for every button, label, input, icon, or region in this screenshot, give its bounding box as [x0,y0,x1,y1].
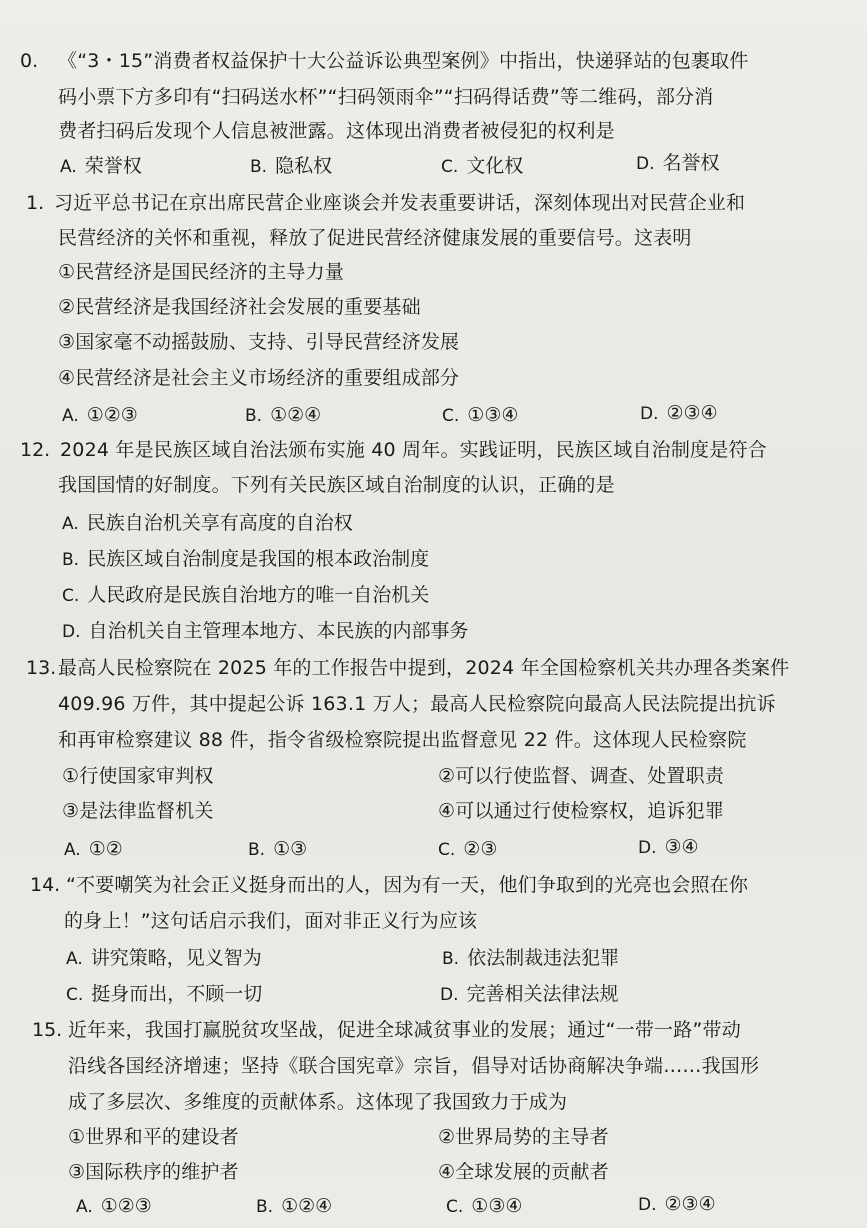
option-d: D. ③④ [638,836,699,858]
option-b: B. 依法制裁违法犯罪 [442,947,620,969]
statement-3: ③国际秩序的维护者 [68,1161,239,1183]
question-number: 12. [20,439,51,461]
question-stem-line: 沿线各国经济增速；坚持《联合国宪章》宗旨，倡导对话协商解决争端……我国形 [68,1055,760,1077]
question-number: 14. [30,874,61,896]
option-b: B. 民族区域自治制度是我国的根本政治制度 [62,548,430,570]
option-d: D. ②③④ [640,402,718,424]
option-d: D. 自治机关自主管理本地方、本民族的内部事务 [62,620,469,642]
option-d: D. ②③④ [638,1193,716,1215]
option-c: C. ②③ [438,838,498,860]
question-stem-line: 成了多层次、多维度的贡献体系。这体现了我国致力于成为 [68,1091,568,1113]
option-a: A. ①②③ [62,404,138,426]
option-c: C. ①③④ [446,1195,523,1217]
statement-1: ①民营经济是国民经济的主导力量 [58,261,345,283]
question-stem-line: 近年来，我国打赢脱贫攻坚战，促进全球减贫事业的发展；通过“一带一路”带动 [68,1019,741,1041]
question-stem-line: “不要嘲笑为社会正义挺身而出的人，因为有一天，他们争取到的光亮也会照在你 [66,874,749,896]
question-number: 0. [20,50,39,72]
statement-2: ②民营经济是我国经济社会发展的重要基础 [58,296,421,318]
question-stem-line: 2024 年是民族区域自治法颁布实施 40 周年。实践证明，民族区域自治制度是符合 [60,439,767,461]
option-b: B. ①②④ [256,1195,333,1217]
question-stem-line: 和再审检察建议 88 件，指令省级检察院提出监督意见 22 件。这体现人民检察院 [58,729,747,751]
statement-2: ②可以行使监督、调查、处置职责 [438,765,725,787]
option-c: C. 文化权 [441,155,524,177]
question-stem-line: 最高人民检察院在 2025 年的工作报告中提到，2024 年全国检察机关共办理各类案件 [58,657,790,679]
question-stem-line: 的身上！”这句话启示我们，面对非正义行为应该 [64,910,478,932]
option-d: D. 名誉权 [636,152,720,174]
option-b: B. ①②④ [245,404,322,426]
option-a: A. 荣誉权 [60,155,142,177]
question-stem-line: 民营经济的关怀和重视，释放了促进民营经济健康发展的重要信号。这表明 [58,227,692,249]
option-b: B. 隐私权 [250,155,333,177]
option-c: C. 挺身而出，不顾一切 [66,983,263,1005]
statement-2: ②世界局势的主导者 [438,1126,609,1148]
statement-3: ③是法律监督机关 [62,800,214,822]
statement-4: ④全球发展的贡献者 [438,1161,609,1183]
statement-3: ③国家毫不动摇鼓励、支持、引导民营经济发展 [58,331,460,353]
statement-4: ④民营经济是社会主义市场经济的重要组成部分 [58,367,460,389]
question-stem-line: 《“3・15”消费者权益保护十大公益诉讼典型案例》中指出，快递驿站的包裹取件 [58,50,749,72]
statement-1: ①行使国家审判权 [62,765,214,787]
option-a: A. 讲究策略，见义智为 [66,947,262,969]
question-stem-line: 码小票下方多印有“扫码送水杯”“扫码领雨伞”“扫码得话费”等二维码，部分消 [58,86,714,108]
question-stem-line: 费者扫码后发现个人信息被泄露。这体现出消费者被侵犯的权利是 [58,120,615,142]
option-a: A. ①② [64,838,123,860]
option-c: C. ①③④ [442,404,519,426]
statement-4: ④可以通过行使检察权，追诉犯罪 [438,800,725,822]
option-d: D. 完善相关法律法规 [440,983,619,1005]
question-number: 1. [26,192,45,214]
option-c: C. 人民政府是民族自治地方的唯一自治机关 [62,584,430,606]
question-number: 13. [26,657,57,679]
statement-1: ①世界和平的建设者 [68,1126,239,1148]
question-stem-line: 习近平总书记在京出席民营企业座谈会并发表重要讲话，深刻体现出对民营企业和 [54,192,746,214]
question-stem-line: 我国国情的好制度。下列有关民族区域自治制度的认识，正确的是 [58,474,615,496]
option-a: A. 民族自治机关享有高度的自治权 [62,512,353,534]
option-a: A. ①②③ [76,1195,152,1217]
question-stem-line: 409.96 万件，其中提起公诉 163.1 万人；最高人民检察院向最高人民法院提出抗诉 [58,693,776,715]
option-b: B. ①③ [248,838,308,860]
question-number: 15. [32,1019,63,1041]
